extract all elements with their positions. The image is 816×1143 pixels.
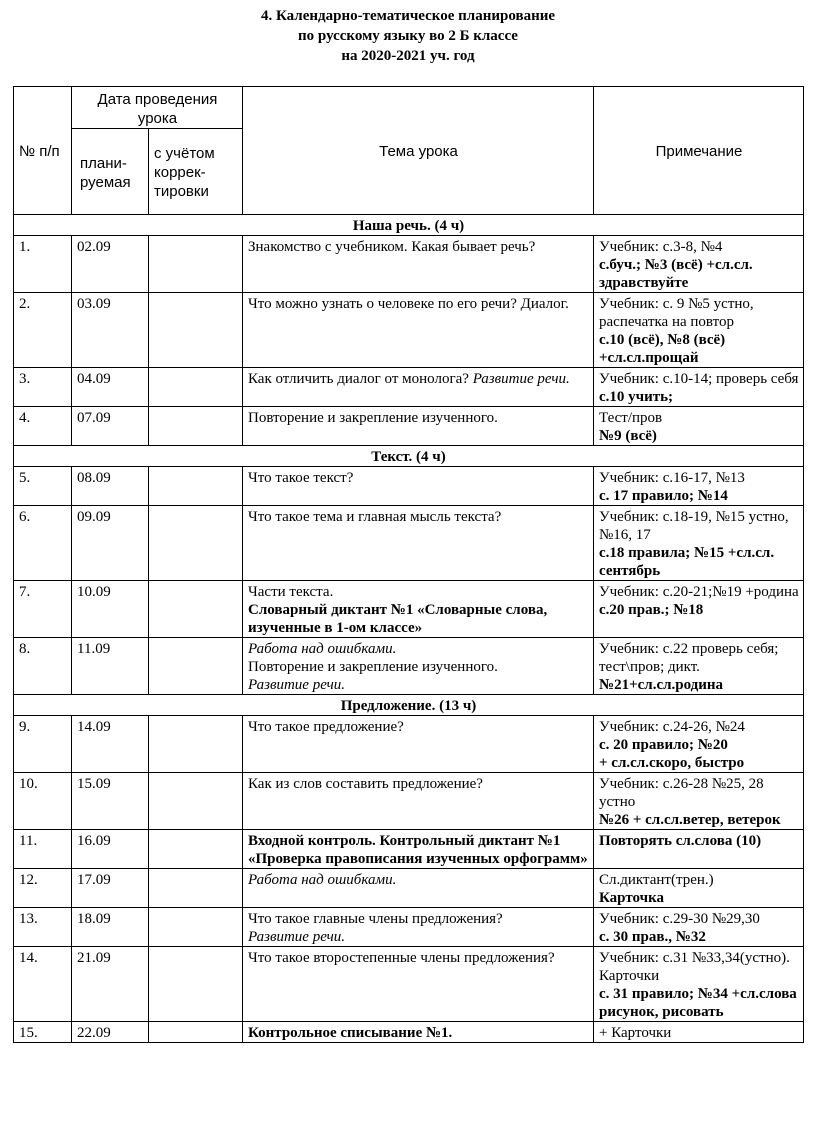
note-text: Карточка (599, 890, 664, 906)
row-note (594, 581, 804, 638)
row-topic (243, 773, 594, 830)
topic-text: Что можно узнать о человеке по его речи? Диалог. (248, 296, 569, 312)
header-planned: плани-руемая (72, 129, 149, 215)
row-date-corrected (149, 908, 243, 947)
document-title (0, 6, 816, 66)
row-topic (243, 236, 594, 293)
topic-text: Развитие речи. (248, 677, 346, 693)
row-topic (243, 1022, 594, 1043)
section-title: Текст. (4 ч) (14, 446, 804, 467)
row-date-corrected (149, 830, 243, 869)
note-text: Учебник: с.26-28 №25, 28 устно (599, 776, 764, 810)
row-number: 14. (14, 947, 72, 1022)
row-date-planned: 04.09 (72, 368, 149, 407)
note-text: №21+сл.сл.родина (599, 677, 724, 693)
note-text: Повторять сл.слова (10) (599, 833, 762, 849)
topic-text: Повторение и закрепление изученного. (248, 410, 498, 426)
row-note (594, 947, 804, 1022)
note-text: с.10 (всё), №8 (всё) +сл.сл.прощай (599, 332, 726, 366)
note-text: Сл.диктант(трен.) (599, 872, 714, 888)
row-date-corrected (149, 581, 243, 638)
row-date-corrected (149, 869, 243, 908)
section-title: Наша речь. (4 ч) (14, 215, 804, 236)
row-number: 4. (14, 407, 72, 446)
table-row (14, 407, 804, 446)
row-note (594, 638, 804, 695)
table-row (14, 1022, 804, 1043)
row-topic (243, 947, 594, 1022)
table-row (14, 581, 804, 638)
note-text: Учебник: с.20-21;№19 +родина (599, 584, 799, 600)
row-date-corrected (149, 368, 243, 407)
row-date-planned: 08.09 (72, 467, 149, 506)
row-topic (243, 581, 594, 638)
topic-text: Работа над ошибками. (248, 641, 397, 657)
table-row (14, 467, 804, 506)
row-date-corrected (149, 947, 243, 1022)
topic-text: Развитие речи. (248, 929, 346, 945)
row-number: 2. (14, 293, 72, 368)
note-text: с.18 правила; №15 +сл.сл. сентябрь (599, 545, 775, 579)
table-row (14, 506, 804, 581)
note-text: + Карточки (599, 1025, 672, 1041)
row-topic (243, 368, 594, 407)
row-note (594, 716, 804, 773)
row-date-planned: 15.09 (72, 773, 149, 830)
table-row (14, 293, 804, 368)
row-note (594, 908, 804, 947)
row-note (594, 869, 804, 908)
topic-text: Как отличить диалог от монолога? (248, 371, 473, 387)
section-row (14, 446, 804, 467)
lesson-plan-table (13, 86, 804, 1043)
row-topic (243, 716, 594, 773)
note-text: с. 17 правило; №14 (599, 488, 728, 504)
topic-text: Словарный диктант №1 «Словарные слова, изученные в 1-ом классе» (248, 602, 548, 636)
table-row (14, 908, 804, 947)
row-date-planned: 17.09 (72, 869, 149, 908)
table-row (14, 236, 804, 293)
row-topic (243, 506, 594, 581)
note-text: Учебник: с.16-17, №13 (599, 470, 745, 486)
row-note (594, 1022, 804, 1043)
note-text: Тест/пров (599, 410, 663, 426)
row-topic (243, 638, 594, 695)
topic-text: Входной контроль. Контрольный диктант №1 «Проверка правописания изученных орфограмм» (248, 833, 588, 867)
row-number: 11. (14, 830, 72, 869)
row-note (594, 368, 804, 407)
header-topic: Тема урока (243, 87, 594, 215)
title-line-1: 4. Календарно-тематическое планирование (260, 8, 556, 24)
row-number: 5. (14, 467, 72, 506)
title-line-3: на 2020-2021 уч. год (341, 48, 475, 64)
table-row (14, 830, 804, 869)
row-topic (243, 830, 594, 869)
row-number: 9. (14, 716, 72, 773)
row-number: 13. (14, 908, 72, 947)
topic-text: Что такое главные члены предложения? (248, 911, 503, 927)
topic-text: Работа над ошибками. (248, 872, 397, 888)
row-note (594, 830, 804, 869)
row-number: 10. (14, 773, 72, 830)
row-note (594, 293, 804, 368)
topic-text: Развитие речи. (472, 371, 570, 387)
row-note (594, 773, 804, 830)
row-date-planned: 07.09 (72, 407, 149, 446)
section-row (14, 215, 804, 236)
section-row (14, 695, 804, 716)
row-date-corrected (149, 293, 243, 368)
row-date-planned: 22.09 (72, 1022, 149, 1043)
row-note (594, 467, 804, 506)
topic-text: Что такое предложение? (248, 719, 404, 735)
row-number: 7. (14, 581, 72, 638)
row-note (594, 506, 804, 581)
note-text: с. 31 правило; №34 +сл.слова рисунок, рисовать (599, 986, 797, 1020)
topic-text: Повторение и закрепление изученного. (248, 659, 498, 675)
row-date-corrected (149, 506, 243, 581)
topic-text: Как из слов составить предложение? (248, 776, 483, 792)
note-text: Учебник: с.10-14; проверь себя (599, 371, 799, 387)
title-line-2: по русскому языку во 2 Б классе (298, 28, 518, 44)
row-date-corrected (149, 773, 243, 830)
row-date-corrected (149, 638, 243, 695)
note-text: Учебник: с.29-30 №29,30 (599, 911, 760, 927)
table-row (14, 368, 804, 407)
row-date-planned: 21.09 (72, 947, 149, 1022)
row-note (594, 236, 804, 293)
note-text: №9 (всё) (599, 428, 657, 444)
header-num: № п/п (14, 87, 72, 215)
header-corrected: с учётом коррек-тировки (149, 129, 243, 215)
row-number: 15. (14, 1022, 72, 1043)
row-topic (243, 467, 594, 506)
section-title: Предложение. (13 ч) (14, 695, 804, 716)
row-number: 6. (14, 506, 72, 581)
row-topic (243, 293, 594, 368)
header-date-group: Дата проведения урока (72, 87, 243, 129)
row-number: 3. (14, 368, 72, 407)
row-number: 12. (14, 869, 72, 908)
row-date-corrected (149, 407, 243, 446)
row-number: 1. (14, 236, 72, 293)
note-text: Учебник: с. 9 №5 устно, распечатка на повтор (599, 296, 754, 330)
header-note: Примечание (594, 87, 804, 215)
row-date-planned: 09.09 (72, 506, 149, 581)
topic-text: Части текста. (248, 584, 334, 600)
table-row (14, 947, 804, 1022)
topic-text: Что такое тема и главная мысль текста? (248, 509, 502, 525)
row-date-corrected (149, 716, 243, 773)
note-text: + сл.сл.скоро, быстро (599, 755, 745, 771)
note-text: Учебник: с.3-8, №4 (599, 239, 723, 255)
header-row-1 (14, 87, 804, 129)
note-text: Учебник: с.24-26, №24 (599, 719, 745, 735)
topic-text: Что такое второстепенные члены предложения? (248, 950, 555, 966)
row-date-planned: 16.09 (72, 830, 149, 869)
row-date-planned: 18.09 (72, 908, 149, 947)
note-text: Учебник: с.18-19, №15 устно, №16, 17 (599, 509, 789, 543)
row-date-planned: 11.09 (72, 638, 149, 695)
topic-text: Что такое текст? (248, 470, 354, 486)
row-date-corrected (149, 236, 243, 293)
row-date-planned: 02.09 (72, 236, 149, 293)
row-date-corrected (149, 467, 243, 506)
row-date-corrected (149, 1022, 243, 1043)
row-date-planned: 03.09 (72, 293, 149, 368)
row-date-planned: 10.09 (72, 581, 149, 638)
row-date-planned: 14.09 (72, 716, 149, 773)
row-number: 8. (14, 638, 72, 695)
note-text: с.10 учить; (599, 389, 674, 405)
topic-text: Знакомство с учебником. Какая бывает речь? (248, 239, 536, 255)
note-text: Учебник: с.31 №33,34(устно). Карточки (599, 950, 790, 984)
note-text: с. 20 правило; №20 (599, 737, 728, 753)
topic-text: Контрольное списывание №1. (248, 1025, 453, 1041)
note-text: №26 + сл.сл.ветер, ветерок (599, 812, 781, 828)
note-text: с.буч.; №3 (всё) +сл.сл. здравствуйте (599, 257, 753, 291)
table-row (14, 638, 804, 695)
note-text: Учебник: с.22 проверь себя; тест\пров; дикт. (599, 641, 779, 675)
note-text: с. 30 прав., №32 (599, 929, 706, 945)
note-text: с.20 прав.; №18 (599, 602, 704, 618)
table-row (14, 869, 804, 908)
row-topic (243, 869, 594, 908)
table-row (14, 716, 804, 773)
table-row (14, 773, 804, 830)
row-note (594, 407, 804, 446)
row-topic (243, 407, 594, 446)
row-topic (243, 908, 594, 947)
